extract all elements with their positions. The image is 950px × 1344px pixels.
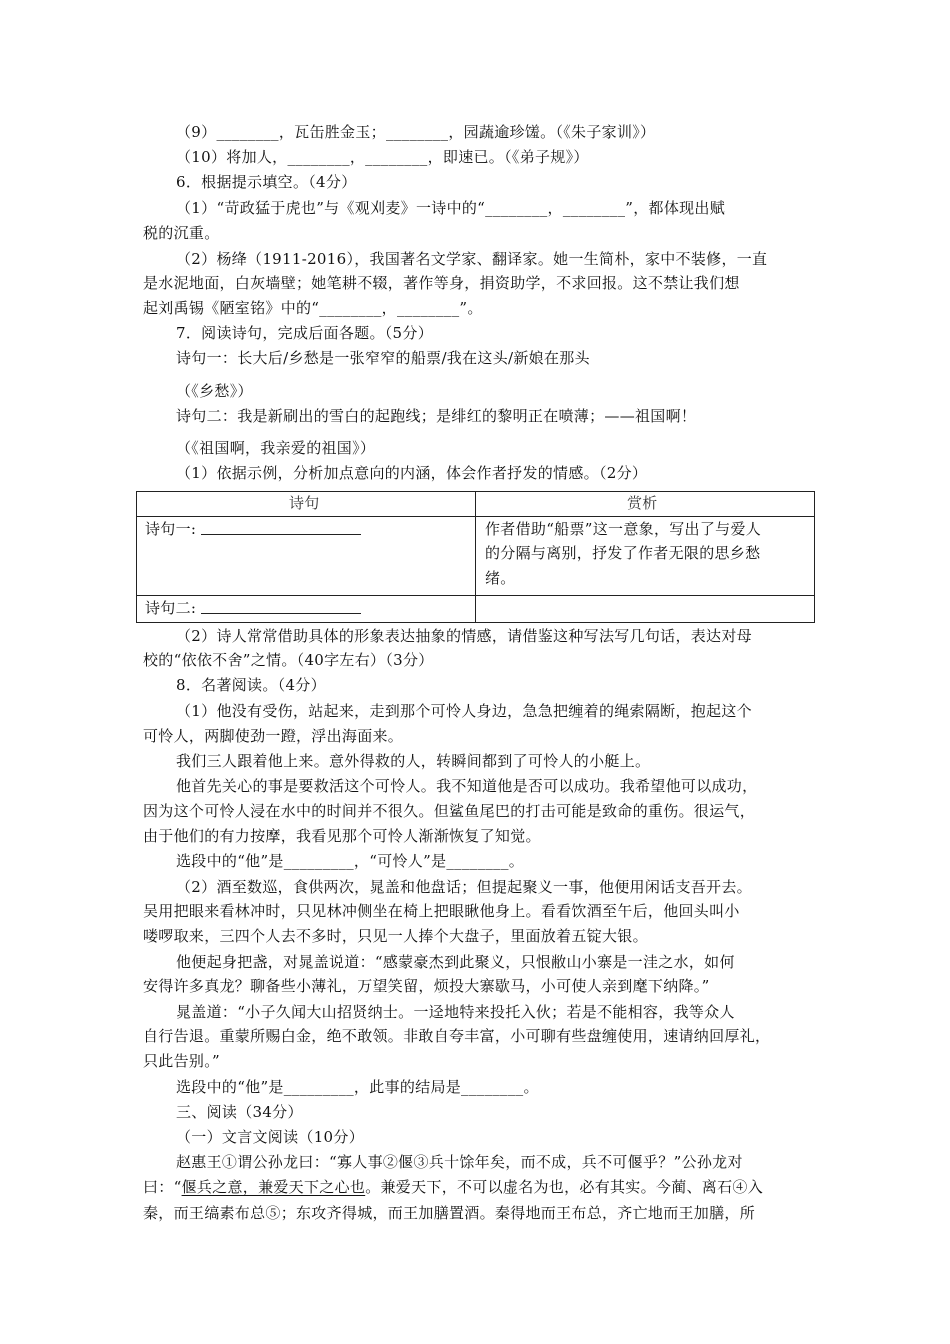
q8-passage1-question: 选段中的“他”是_________，“可怜人”是________。 <box>176 852 525 870</box>
q8-passage2-line3: 喽啰取来，三四个人去不多时，只见一人捧个大盘子，里面放着五锭大银。 <box>143 927 648 945</box>
table-row2-label: 诗句二: <box>145 599 197 617</box>
q6-part2-line2: 是水泥地面，白灰墙壁；她笔耕不辍，著作等身，捐资助学，不求回报。这不禁让我们想 <box>143 274 740 292</box>
q5-line-10: （10）将加人，________，________，即速已。（《弟子规》） <box>176 148 589 166</box>
q8-passage2-line7: 自行告退。重蒙所赐白金，绝不敢领。非敢自夸丰富，小可聊有些盘缠使用，速请纳回厚礼， <box>143 1027 771 1045</box>
q7-poem-1-source: （《乡愁》） <box>176 382 253 400</box>
q7-subquestion-2-line2: 校的“依依不舍”之情。（40字左右）（3分） <box>143 651 434 669</box>
q8-passage2-line1: （2）酒至数巡，食供两次，晁盖和他盘话；但提起聚义一事，他便用闲话支吾开去。 <box>176 878 752 896</box>
table-row1-analysis-line2: 的分隔与离别，抒发了作者无限的思乡愁 <box>485 544 761 562</box>
q6-part1-line2: 税的沉重。 <box>143 224 220 242</box>
classical-text-line2-prefix: 曰：“ <box>143 1178 182 1196</box>
table-divider-vertical <box>475 492 476 622</box>
table-header-poem: 诗句 <box>289 494 320 512</box>
q8-passage1-line2: 可怜人，两脚使劲一蹬，浮出海面来。 <box>143 727 404 745</box>
q8-passage1-line3: 我们三人跟着他上来。意外得救的人，转瞬间都到了可怜人的小艇上。 <box>176 752 651 770</box>
q7-poem-2-source: （《祖国啊，我亲爱的祖国》） <box>176 439 376 457</box>
classical-text-line1: 赵惠王①谓公孙龙曰：“寡人事②偃③兵十馀年矣，而不成，兵不可偃乎？”公孙龙对 <box>176 1153 743 1171</box>
table-divider-row <box>137 595 814 596</box>
q6-part2-line1: （2）杨绛（1911-2016），我国著名文学家、翻译家。她一生简朴，家中不装修，一直 <box>176 250 768 268</box>
table-divider-header <box>137 516 814 517</box>
table-row1-analysis-line3: 绪。 <box>485 569 516 587</box>
classical-text-line3: 秦，而王缟素布总⑤；东攻齐得城，而王加膳置酒。秦得地而王布总，齐亡地而王加膳，所 <box>143 1204 756 1222</box>
section3-subsection1-title: （一）文言文阅读（10分） <box>176 1128 364 1146</box>
classical-text-line2-suffix: 。兼爱天下，不可以虚名为也，必有其实。今蔺、离石④入 <box>365 1178 763 1196</box>
q8-passage2-line5: 安得许多真龙？聊备些小薄礼，万望笑留，烦投大寨歇马，小可使人亲到麾下纳降。” <box>143 977 710 995</box>
table-header-analysis: 赏析 <box>627 494 658 512</box>
table-row1-label: 诗句一: <box>145 520 197 538</box>
q8-passage1-line5: 因为这个可怜人浸在水中的时间并不很久。但鲨鱼尾巴的打击可能是致命的重伤。很运气， <box>143 802 756 820</box>
q6-part2-line3: 起刘禹锡《陋室铭》中的“________，________”。 <box>143 299 483 317</box>
q8-title: 8．名著阅读。（4分） <box>176 676 326 694</box>
table-row1-answer-blank[interactable] <box>201 534 361 535</box>
q8-passage2-line4: 他便起身把盏，对晁盖说道：“感蒙豪杰到此聚义，只恨敝山小寨是一洼之水，如何 <box>176 953 735 971</box>
q8-passage2-line8: 只此告别。” <box>143 1052 220 1070</box>
q7-title: 7．阅读诗句，完成后面各题。（5分） <box>176 324 433 342</box>
classical-text-underlined-sentence: 偃兵之意，兼爱天下之心也 <box>181 1178 366 1196</box>
q7-subquestion-1: （1）依据示例，分析加点意向的内涵，体会作者抒发的情感。（2分） <box>176 464 648 482</box>
q6-part1-line1: （1）“苛政猛于虎也”与《观刈麦》一诗中的“________，________”，都体现出赋 <box>176 199 726 217</box>
q8-passage2-line6: 晁盖道：“小子久闻大山招贤纳士。一迳地特来投托入伙；若是不能相容，我等众人 <box>176 1003 735 1021</box>
q5-line-9: （9）________，瓦缶胜金玉；________，园蔬逾珍馐。（《朱子家训》） <box>176 123 656 141</box>
q8-passage1-line4: 他首先关心的事是要救活这个可怜人。我不知道他是否可以成功。我希望他可以成功， <box>176 777 758 795</box>
q8-passage1-line6: 由于他们的有力按摩，我看见那个可怜人渐渐恢复了知觉。 <box>143 827 541 845</box>
classical-text-line2 <box>143 1177 763 1197</box>
q8-passage1-line1: （1）他没有受伤，站起来，走到那个可怜人身边，急急把缠着的绳索隔断，抱起这个 <box>176 702 752 720</box>
q6-title: 6．根据提示填空。（4分） <box>176 173 357 191</box>
q7-subquestion-2-line1: （2）诗人常常借助具体的形象表达抽象的情感，请借鉴这种写法写几句话，表达对母 <box>176 627 752 645</box>
q7-poem-1: 诗句一：长大后/乡愁是一张窄窄的船票/我在这头/新娘在那头 <box>176 349 590 367</box>
table-row2-answer-blank[interactable] <box>201 613 361 614</box>
q8-passage2-question: 选段中的“他”是_________，此事的结局是________。 <box>176 1078 539 1096</box>
section3-title: 三、阅读（34分） <box>176 1103 303 1121</box>
analysis-table <box>136 491 815 623</box>
q7-poem-2: 诗句二：我是新刷出的雪白的起跑线；是绯红的黎明正在喷薄；——祖国啊！ <box>176 407 697 425</box>
table-row1-analysis-line1: 作者借助“船票”这一意象，写出了与爱人 <box>485 520 762 538</box>
q8-passage2-line2: 吴用把眼来看林冲时，只见林冲侧坐在椅上把眼瞅他身上。看看饮酒至午后，他回头叫小 <box>143 902 740 920</box>
